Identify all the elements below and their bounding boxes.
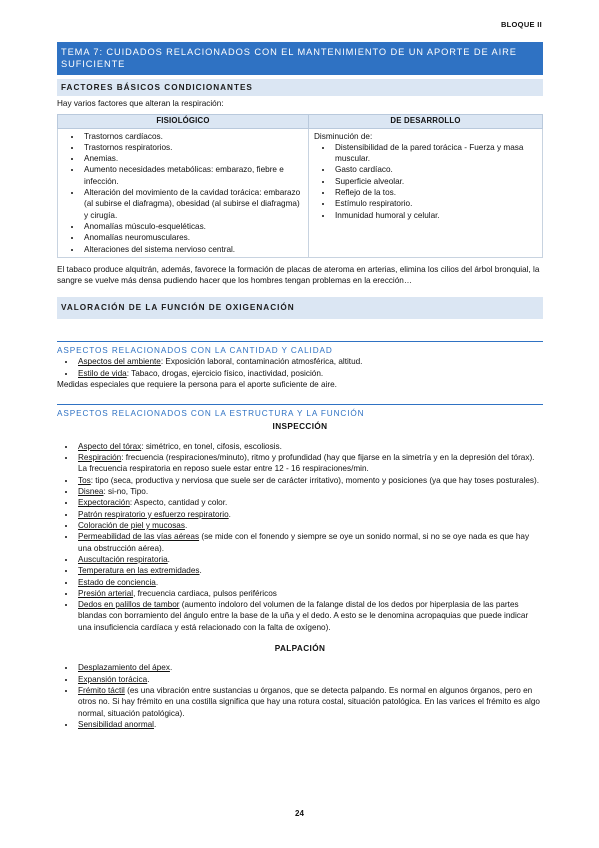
block-label: BLOQUE II bbox=[500, 20, 542, 29]
desarrollo-list bbox=[314, 142, 537, 221]
palpacion-item bbox=[76, 719, 543, 730]
estructura-title: ASPECTOS RELACIONADOS CON LA ESTRUCTURA Y LA FUNCIÓN bbox=[57, 404, 543, 419]
inspeccion-item-term: Auscultación respiratoria bbox=[78, 554, 168, 564]
inspeccion-title: INSPECCIÓN bbox=[272, 422, 328, 432]
inspeccion-item bbox=[76, 520, 543, 531]
palpacion-item bbox=[76, 674, 543, 685]
inspeccion-item-text: : simétrico, en tonel, cifosis, escoliosis. bbox=[141, 441, 282, 451]
palpacion-item-text: . bbox=[169, 663, 173, 673]
desarrollo-item: • Reflejo de la tos. bbox=[333, 187, 537, 198]
inspeccion-item-term: Respiración bbox=[78, 453, 122, 463]
desarrollo-item: • Superficie alveolar. bbox=[333, 176, 537, 187]
inspeccion-item bbox=[76, 565, 543, 576]
fisiologico-item: • Anomalías neuromusculares. bbox=[82, 232, 303, 243]
desarrollo-intro: Disminución de: bbox=[314, 131, 373, 141]
fisiologico-item: • Alteración del movimiento de la cavidad torácica: embarazo (al subirse el diafragma), obesidad (al subirse el diafragma) y cirugía. bbox=[82, 187, 303, 221]
inspeccion-item bbox=[76, 486, 543, 497]
fisiologico-list bbox=[63, 131, 303, 255]
inspeccion-item bbox=[76, 577, 543, 588]
desarrollo-item: • Estímulo respiratorio. bbox=[333, 198, 537, 209]
inspeccion-item-term: Temperatura en las extremidades bbox=[78, 566, 200, 576]
palpacion-item-term: Expansión torácica bbox=[78, 674, 148, 684]
palpacion-title: PALPACIÓN bbox=[274, 644, 326, 654]
inspeccion-item-text: . bbox=[199, 566, 202, 576]
cantidad-item bbox=[76, 368, 543, 379]
factores-intro: Hay varios factores que alteran la respiración: bbox=[57, 99, 224, 109]
page-number: 24 bbox=[295, 809, 304, 818]
fisiologico-item: • Aumento necesidades metabólicas: embarazo, fiebre e infección. bbox=[82, 164, 303, 187]
fisiologico-item: • Anemias. bbox=[82, 153, 303, 164]
cantidad-list bbox=[57, 356, 543, 379]
fisiologico-item: • Trastornos respiratorios. bbox=[82, 142, 303, 153]
inspeccion-item bbox=[76, 554, 543, 565]
inspeccion-list bbox=[57, 441, 543, 633]
inspeccion-item bbox=[76, 497, 543, 508]
inspeccion-item-term: Dedos en palillos de tambor bbox=[78, 600, 180, 610]
inspeccion-item-text: : frecuencia (respiraciones/minuto), ritmo y profundidad (hay que fijarse en la simetría y en la depresión del tórax). La frecuencia respiratoria en reposo suele estar entre 12 - 16 respiraciones/min. bbox=[78, 453, 535, 474]
inspeccion-item-text: . bbox=[184, 520, 188, 530]
cantidad-title: ASPECTOS RELACIONADOS CON LA CANTIDAD Y CALIDAD bbox=[57, 341, 543, 356]
inspeccion-item-term: Aspecto del tórax bbox=[78, 441, 142, 451]
fisiologico-cell bbox=[58, 128, 309, 257]
palpacion-item-text: . bbox=[154, 719, 157, 729]
fisiologico-item: • Trastornos cardíacos. bbox=[82, 131, 303, 142]
inspeccion-item-text: (aumento indoloro del volumen de la falange distal de los dedos por hiperplasia de las partes blandas con borramiento del ángulo entre la base de la uña y el dedo. A esto se le denomina acropaquias que puede indicar una insuficiencia cardíaca y está relacionado con la falta de oxígeno). bbox=[78, 600, 529, 632]
inspeccion-item-text: , frecuencia cardiaca, pulsos periféricos bbox=[133, 588, 277, 598]
palpacion-item-text: . bbox=[147, 674, 150, 684]
inspeccion-item bbox=[76, 531, 543, 554]
inspeccion-item-term: Patrón respiratorio y esfuerzo respiratorio bbox=[78, 509, 229, 519]
inspeccion-item-text: . bbox=[167, 554, 170, 564]
inspeccion-item-term: Estado de conciencia bbox=[78, 577, 156, 587]
cantidad-item-term: Estilo de vida bbox=[78, 368, 127, 378]
inspeccion-item bbox=[76, 441, 543, 452]
col-header-desarrollo: DE DESARROLLO bbox=[309, 114, 543, 128]
cantidad-item-text: : Tabaco, drogas, ejercicio físico, inactividad, posición. bbox=[126, 368, 324, 378]
inspeccion-item bbox=[76, 452, 543, 475]
inspeccion-item-text: . bbox=[228, 509, 231, 519]
cantidad-item bbox=[76, 356, 543, 367]
palpacion-item-text: (es una vibración entre sustancias u órganos, que se detecta palpando. Es normal en algunos órganos, pero en otros no. Si hay frémito en una costilla significa que hay una rotura costal, situación patológica. En las varices el frémito es algo normal, situación patológica). bbox=[78, 686, 540, 718]
desarrollo-cell bbox=[309, 128, 543, 257]
palpacion-item-term: Desplazamiento del ápex bbox=[78, 663, 170, 673]
tabaco-paragraph: El tabaco produce alquitrán, además, favorece la formación de placas de ateroma en arterias, elimina los cilios del árbol bronquial, la sangre se vuelve más densa pudiendo hacer que los hombres tengan problemas en la erección… bbox=[57, 264, 540, 286]
inspeccion-item-text: . bbox=[155, 577, 159, 587]
palpacion-item bbox=[76, 662, 543, 673]
inspeccion-item-term: Tos bbox=[78, 475, 91, 485]
inspeccion-item bbox=[76, 588, 543, 599]
inspeccion-item bbox=[76, 475, 543, 486]
desarrollo-item: • Gasto cardíaco. bbox=[333, 164, 537, 175]
col-header-fisiologico: FISIOLÓGICO bbox=[58, 114, 309, 128]
inspeccion-item-term: Coloración de piel y mucosas bbox=[78, 520, 185, 530]
inspeccion-item-text: : tipo (seca, productiva y nerviosa que suele ser de carácter irritativo), momento y posiciones (ya que hay toses posturales). bbox=[90, 475, 539, 485]
palpacion-list bbox=[57, 662, 543, 730]
factores-table bbox=[57, 114, 543, 258]
inspeccion-item-text: (se mide con el fonendo y siempre se oye un sonido normal, si no se oye nada es que hay una obstrucción aérea). bbox=[78, 532, 530, 553]
topic-banner: TEMA 7: CUIDADOS RELACIONADOS CON EL MANTENIMIENTO DE UN APORTE DE AIRE SUFICIENTE bbox=[57, 42, 543, 75]
fisiologico-item: • Alteraciones del sistema nervioso central. bbox=[82, 244, 303, 255]
page-content bbox=[57, 42, 543, 730]
fisiologico-item: • Anomalías músculo-esqueléticas. bbox=[82, 221, 303, 232]
inspeccion-item-text: : si-no, Tipo. bbox=[103, 487, 149, 497]
inspeccion-item-term: Permeabilidad de las vías aéreas bbox=[78, 532, 200, 542]
palpacion-item bbox=[76, 685, 543, 719]
cantidad-item-term: Aspectos del ambiente bbox=[78, 357, 161, 367]
cantidad-item-text: : Exposición laboral, contaminación atmosférica, altitud. bbox=[160, 357, 363, 367]
palpacion-item-term: Frémito táctil bbox=[78, 686, 125, 696]
factores-heading: FACTORES BÁSICOS CONDICIONANTES bbox=[57, 79, 543, 96]
desarrollo-item: • Distensibilidad de la pared torácica - Fuerza y masa muscular. bbox=[333, 142, 537, 165]
inspeccion-item bbox=[76, 509, 543, 520]
inspeccion-item-text: : Aspecto, cantidad y color. bbox=[129, 498, 228, 508]
cantidad-note: Medidas especiales que requiere la persona para el aporte suficiente de aire. bbox=[57, 379, 337, 389]
palpacion-item-term: Sensibilidad anormal bbox=[78, 719, 155, 729]
desarrollo-item: • Inmunidad humoral y celular. bbox=[333, 210, 537, 221]
inspeccion-item-term: Presión arterial bbox=[78, 588, 134, 598]
valoracion-heading: VALORACIÓN DE LA FUNCIÓN DE OXIGENACIÓN bbox=[57, 297, 543, 319]
inspeccion-item bbox=[76, 599, 543, 633]
inspeccion-item-term: Disnea bbox=[78, 487, 104, 497]
inspeccion-item-term: Expectoración bbox=[78, 498, 130, 508]
